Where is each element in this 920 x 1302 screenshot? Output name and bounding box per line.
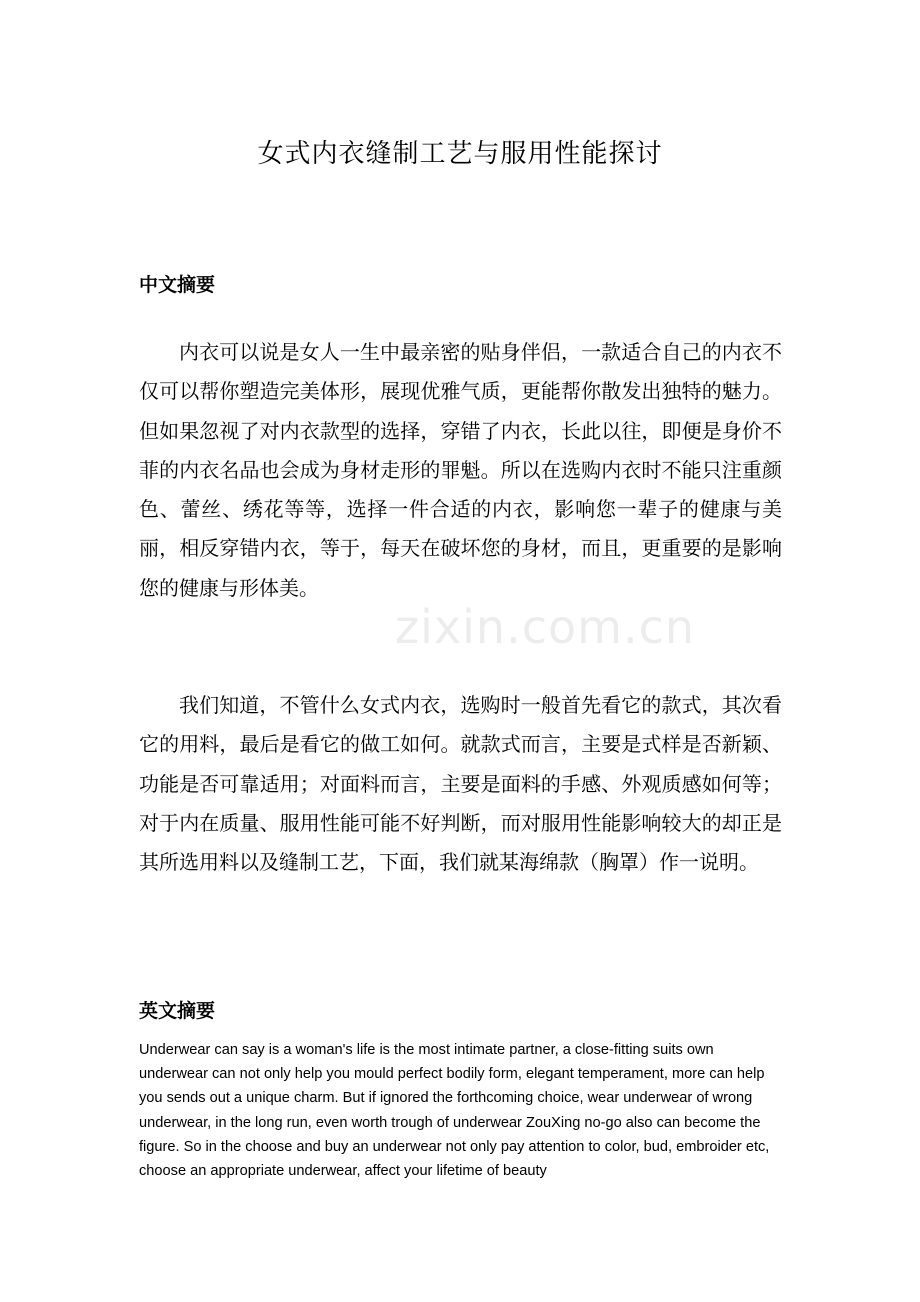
chinese-abstract-paragraph-2: 我们知道，不管什么女式内衣，选购时一般首先看它的款式，其次看它的用料，最后是看它的做工如何。就款式而言，主要是式样是否新颖、功能是否可靠适用；对面料而言，主要是面料的手感、外观质感如何等；对于内在质量、服用性能可能不好判断，而对服用性能影响较大的却正是其所选用料以及缝制工艺，下面，我们就某海绵款（胸罩）作一说明。 bbox=[139, 693, 782, 875]
english-abstract-text: Underwear can say is a woman's life is the most intimate partner, a close-fitting suits own underwear can not only help you mould perfect bodily form, elegant temperament, more can help you sends out a unique charm. But if ignored the forthcoming choice, wear underwear of wrong underwear, in the long run, even worth trough of underwear ZouXing no-go also can become the figure. So in the choose and buy an underwear not only pay attention to color, bud, embroider etc, choose an appropriate underwear, affect your lifetime of beauty bbox=[139, 1042, 770, 1180]
chinese-abstract-heading: 中文摘要 bbox=[139, 274, 216, 296]
document-title: 女式内衣缝制工艺与服用性能探讨 bbox=[257, 139, 663, 169]
watermark: zixin.com.cn bbox=[395, 600, 696, 654]
chinese-abstract-paragraph-1: 内衣可以说是女人一生中最亲密的贴身伴侣，一款适合自己的内衣不仅可以帮你塑造完美体形，展现优雅气质，更能帮你散发出独特的魅力。但如果忽视了对内衣款型的选择，穿错了内衣，长此以往，即便是身价不菲的内衣名品也会成为身材走形的罪魁。所以在选购内衣时不能只注重颜色、蕾丝、绣花等等，选择一件合适的内衣，影响您一辈子的健康与美丽，相反穿错内衣，等于，每天在破坏您的身材，而且，更重要的是影响您的健康与形体美。 bbox=[139, 340, 782, 600]
english-abstract-heading: 英文摘要 bbox=[139, 1000, 216, 1022]
